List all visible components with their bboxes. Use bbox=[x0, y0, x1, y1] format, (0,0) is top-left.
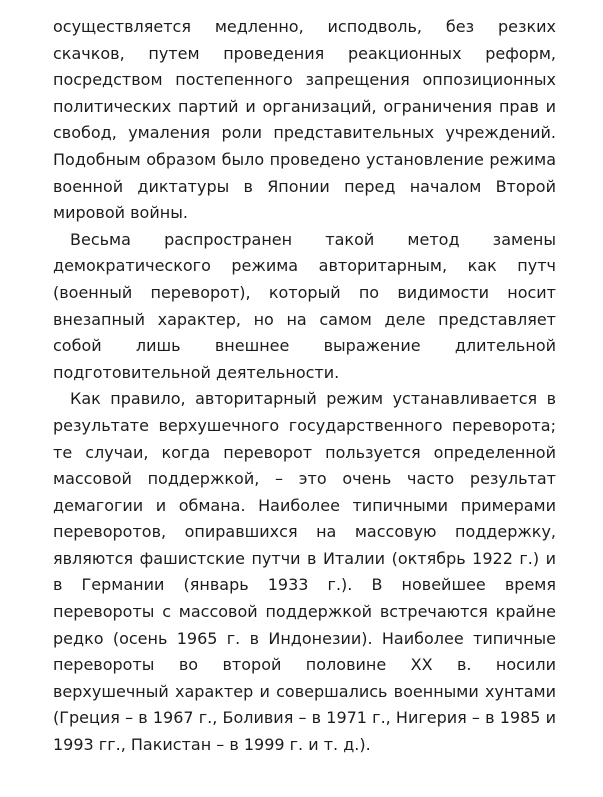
paragraph-continued: осуществляется медленно, исподволь, без резких скачков, путем проведения реакционных реформ, посредством постепенного запрещения оппозиционных политических партий и организаций, ограничения прав и свобод, умаления роли представительных учреждений. Подобным образом было проведено установление режима военной диктатуры в Японии перед началом Второй мировой войны. bbox=[53, 17, 556, 223]
document-page bbox=[53, 14, 556, 759]
paragraph-putsch-method: Весьма распространен такой метод замены демократического режима авторитарным, как путч (военный переворот), который по видимости носит внезапный характер, но на самом деле представляет собой лишь внешнее выражение длительной подготовительной деятельности. bbox=[53, 229, 556, 382]
paragraph-coup-examples: Как правило, авторитарный режим устанавливается в результате верхушечного государственного переворота; те случаи, когда переворот пользуется определенной массовой поддержкой, – это очень часто результат демагогии и обмана. Наиболее типичными примерами переворотов, опиравшихся на массовую поддержку, являются фашистские путчи в Италии (октябрь 1922 г.) и в Германии (январь 1933 г.). В новейшее время перевороты с массовой поддержкой встречаются крайне редко (осень 1965 г. в Индонезии). Наиболее типичные перевороты во второй половине XX в. носили верхушечный характер и совершались военными хунтами (Греция – в 1967 г., Боливия – в 1971 г., Нигерия – в 1985 и 1993 гг., Пакистан – в 1999 г. и т. д.). bbox=[53, 389, 556, 755]
